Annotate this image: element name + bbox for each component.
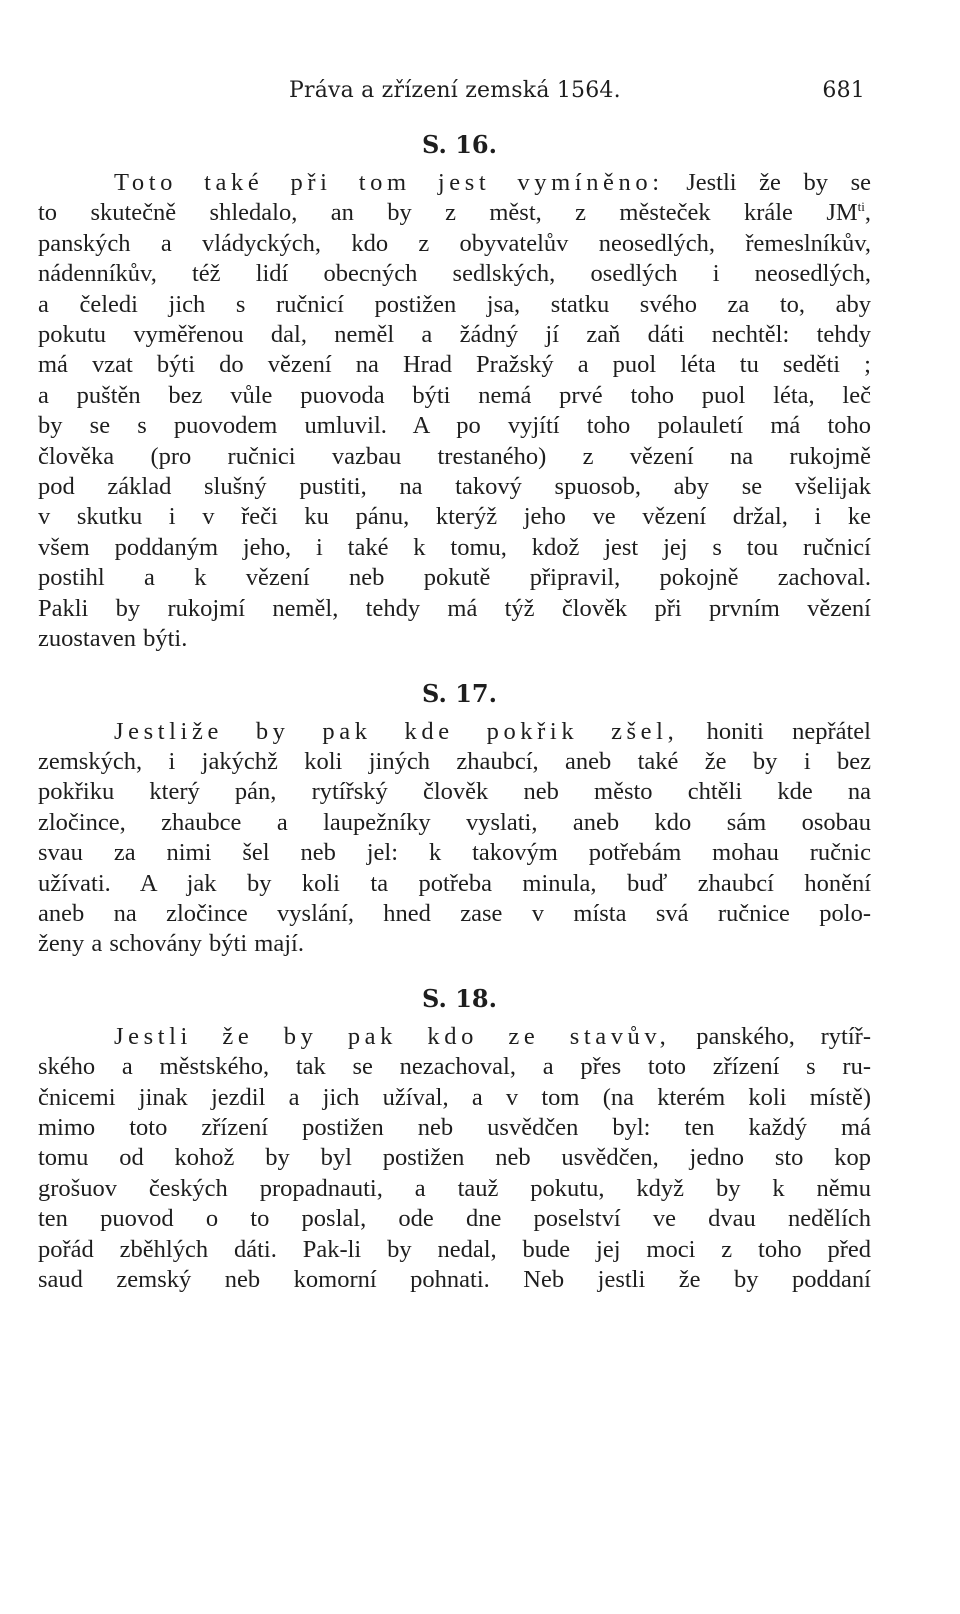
text-line: má vzat býti do vězení na Hrad Pražský a puol léta tu seděti ; <box>38 351 871 379</box>
text-line: Pakli by rukojmí neměl, tehdy má týž člověk při prvním vězení <box>38 594 871 622</box>
paragraph <box>38 168 871 655</box>
text-line: aneb na zločince vyslání, hned zase v místa svá ručnice polo- <box>38 899 871 927</box>
spaced-lead: Jestli že by pak kdo ze stavův, <box>114 1022 671 1050</box>
text-line: pořád zběhlých dáti. Pak-li by nedal, bude jej moci z toho před <box>38 1235 871 1263</box>
text-line: postihl a k vězení neb pokutě připravil, pokojně zachoval. <box>38 564 871 592</box>
spaced-lead: Toto také při tom jest vymíněno: <box>114 169 664 196</box>
text-line: mimo toto zřízení postižen neb usvědčen byl: ten každý má <box>38 1113 871 1141</box>
text-line: pokřiku který pán, rytířský člověk neb město chtěli kde na <box>38 778 871 806</box>
paragraph <box>38 717 871 960</box>
superscript: ti <box>857 199 865 215</box>
text-line: pod základ slušný pustiti, na takový spuosob, aby se všelijak <box>38 473 871 501</box>
running-title: Práva a zřízení zemská 1564. <box>289 78 621 103</box>
text-line: a puštěn bez vůle puovoda býti nemá prvé toho puol léta, leč <box>38 381 871 409</box>
text-line: člověka (pro ručnici vazbau trestaného) z vězení na rukojmě <box>38 442 871 470</box>
text-line: Toto také při tom jest vymíněno: Jestli že by se <box>114 169 871 196</box>
text-line: zločince, zhaubce a laupežníky vyslati, aneb kdo sám osobau <box>38 808 871 836</box>
text-line: Jestliže by pak kde pokřik zšel, honiti nepřátel <box>114 717 871 745</box>
text-line: všem poddaným jeho, i také k tomu, kdož jest jej s tou ručnicí <box>38 533 871 561</box>
section-16 <box>38 130 871 655</box>
text-line: zuostaven býti. <box>38 625 188 653</box>
section-heading: S. 17. <box>422 678 497 708</box>
text-line: nádenníkův, též lidí obecných sedlských, osedlých i neosedlých, <box>38 260 871 288</box>
text-line: užívati. A jak by koli ta potřeba minula, buď zhaubcí honění <box>38 869 871 897</box>
section-heading: S. 16. <box>422 130 497 159</box>
text-line: grošuov českých propadnauti, a tauž pokutu, když by k němu <box>38 1174 871 1202</box>
text-line: tomu od kohož by byl postižen neb usvědčen, jedno sto kop <box>38 1144 871 1172</box>
text-line: svau za nimi šel neb jel: k takovým potřebám mohau ručnic <box>38 839 871 867</box>
text-line: panských a vládyckých, kdo z obyvatelův neosedlých, řemeslníkův, <box>38 229 871 257</box>
text-line: to skutečně shledalo, an by z měst, z městeček krále $JM^{ti}$, <box>38 199 871 227</box>
text-line: zemských, i jakýchž koli jiných zhaubcí, aneb také že by i bez <box>38 747 871 775</box>
section-heading: S. 18. <box>422 983 497 1013</box>
text-line: by se s puovodem umluvil. A po vyjítí toho polauletí má toho <box>38 412 871 440</box>
text-line: a čeledi jich s ručnicí postižen jsa, statku svého za to, aby <box>38 290 871 318</box>
text-line: ského a městského, tak se nezachoval, a přes toto zřízení s ru- <box>38 1053 871 1081</box>
paragraph <box>38 1022 871 1296</box>
section-18 <box>38 984 871 1296</box>
text-line: saud zemský neb komorní pohnati. Neb jestli že by poddaní <box>38 1266 871 1293</box>
text-line: Jestli že by pak kdo ze stavův, panského, rytíř- <box>114 1022 871 1050</box>
spaced-lead: Jestliže by pak kde pokřik zšel, <box>114 717 679 745</box>
document-page <box>38 70 871 1295</box>
running-header <box>38 70 871 114</box>
page-number: 681 <box>822 78 865 103</box>
section-17 <box>38 679 871 960</box>
text-line: pokutu vyměřenou dal, neměl a žádný jí zaň dáti nechtěl: tehdy <box>38 321 871 349</box>
text-line: ten puovod o to poslal, ode dne poselství ve dvau nedělích <box>38 1205 871 1233</box>
text-line: v skutku i v řeči ku pánu, kterýž jeho ve vězení držal, i ke <box>38 503 871 531</box>
text-line: čnicemi jinak jezdil a jich užíval, a v tom (na kterém koli místě) <box>38 1083 871 1111</box>
text-line: ženy a schovány býti mají. <box>38 930 304 958</box>
